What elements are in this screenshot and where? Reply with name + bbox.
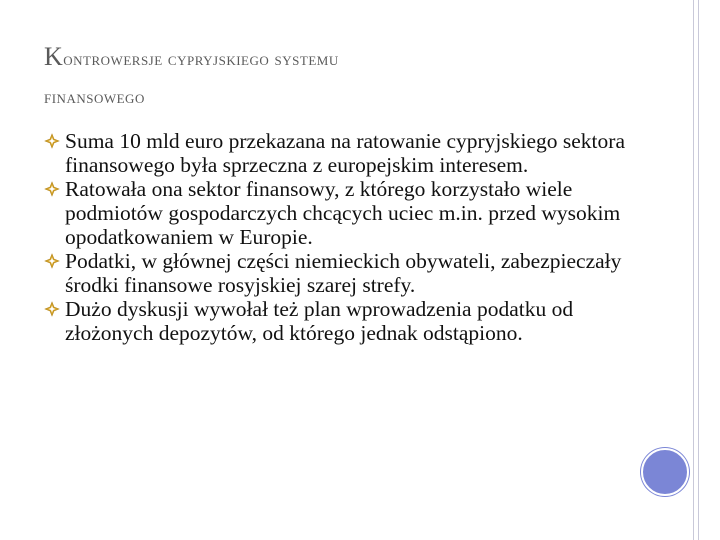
bullet-item	[44, 129, 654, 177]
star-bullet-icon	[44, 181, 60, 197]
bullet-text: Dużo dyskusji wywołał też plan wprowadzenia podatku od złożonych depozytów, od którego jednak odstąpiono.	[65, 297, 574, 345]
bullet-text: Podatki, w głównej części niemieckich obywateli, zabezpieczały środki finansowe rosyjskiej szarej strefy.	[65, 249, 622, 297]
title-line-1: ontrowersje cypryjskiego systemu	[63, 49, 339, 70]
bullet-list	[44, 129, 654, 345]
star-bullet-icon	[44, 253, 60, 269]
bullet-item	[44, 297, 654, 345]
decorative-rule	[693, 0, 694, 540]
bullet-item	[44, 177, 654, 249]
bullet-text: Ratowała ona sektor finansowy, z którego korzystało wiele podmiotów gospodarczych chcących uciec m.in. przed wysokim opodatkowaniem w Europie.	[65, 177, 621, 249]
slide-title	[44, 38, 644, 117]
bullet-item	[44, 249, 654, 297]
star-bullet-icon	[44, 133, 60, 149]
star-bullet-icon	[44, 301, 60, 317]
title-lead-letter: K	[44, 42, 64, 71]
title-line-2: finansowego	[44, 87, 145, 108]
bullet-text: Suma 10 mld euro przekazana na ratowanie cypryjskiego sektora finansowego była sprzeczna z europejskim interesem.	[65, 129, 625, 177]
decorative-circle	[641, 448, 689, 496]
decorative-rule	[698, 0, 699, 540]
